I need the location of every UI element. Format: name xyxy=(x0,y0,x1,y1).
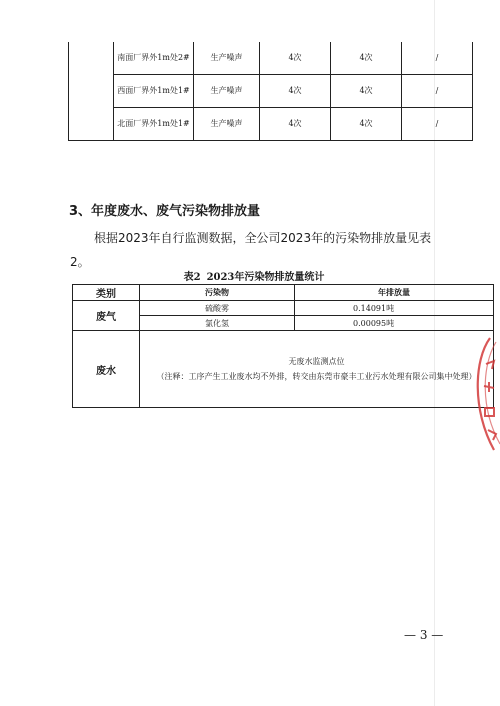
table-row xyxy=(73,301,494,316)
category-cell-water: 废水 xyxy=(73,331,140,408)
wastewater-note-cell xyxy=(140,331,494,408)
table-row xyxy=(69,108,473,141)
frequency-cell: 4次 xyxy=(260,75,331,108)
extra-cell: / xyxy=(402,42,473,75)
section-heading: 3、年度废水、废气污染物排放量 xyxy=(69,204,261,219)
table-row xyxy=(73,331,494,408)
header-pollutant: 污染物 xyxy=(140,285,295,301)
amount-cell: 0.00095吨 xyxy=(295,316,494,331)
wastewater-note-line1: 无废水监测点位 xyxy=(288,357,345,366)
frequency-cell: 4次 xyxy=(331,75,402,108)
section-paragraph: 根据2023年自行监测数据，全公司2023年的污染物排放量见表2。 xyxy=(70,231,432,269)
merged-category-cell xyxy=(69,42,114,141)
frequency-cell: 4次 xyxy=(331,108,402,141)
pollutant-cell: 氯化氢 xyxy=(140,316,295,331)
noise-monitoring-table xyxy=(68,42,473,141)
header-category: 类别 xyxy=(73,285,140,301)
category-cell-gas: 废气 xyxy=(73,301,140,331)
table-row xyxy=(69,42,473,75)
item-cell: 生产噪声 xyxy=(194,42,260,75)
item-cell: 生产噪声 xyxy=(194,75,260,108)
frequency-cell: 4次 xyxy=(260,42,331,75)
location-cell: 北面厂界外1m处1# xyxy=(114,108,194,141)
wastewater-note-line2: （注释：工序产生工业废水均不外排，转交由东莞市豪丰工业污水处理有限公司集中处理） xyxy=(156,372,477,381)
item-cell: 生产噪声 xyxy=(194,108,260,141)
red-seal-stamp xyxy=(470,330,500,460)
amount-cell: 0.14091吨 xyxy=(295,301,494,316)
frequency-cell: 4次 xyxy=(331,42,402,75)
location-cell: 南面厂界外1m处2# xyxy=(114,42,194,75)
header-amount: 年排放量 xyxy=(295,285,494,301)
emission-table xyxy=(72,284,494,408)
extra-cell: / xyxy=(402,75,473,108)
table-header-row xyxy=(73,285,494,301)
location-cell: 西面厂界外1m处1# xyxy=(114,75,194,108)
table-caption-number: 表2 xyxy=(183,272,201,283)
pollutant-cell: 硫酸雾 xyxy=(140,301,295,316)
table-row xyxy=(69,75,473,108)
table-caption-title: 2023年污染物排放量统计 xyxy=(206,272,325,283)
frequency-cell: 4次 xyxy=(260,108,331,141)
page-number: — 3 — xyxy=(404,628,444,642)
table-caption xyxy=(70,268,438,283)
extra-cell: / xyxy=(402,108,473,141)
